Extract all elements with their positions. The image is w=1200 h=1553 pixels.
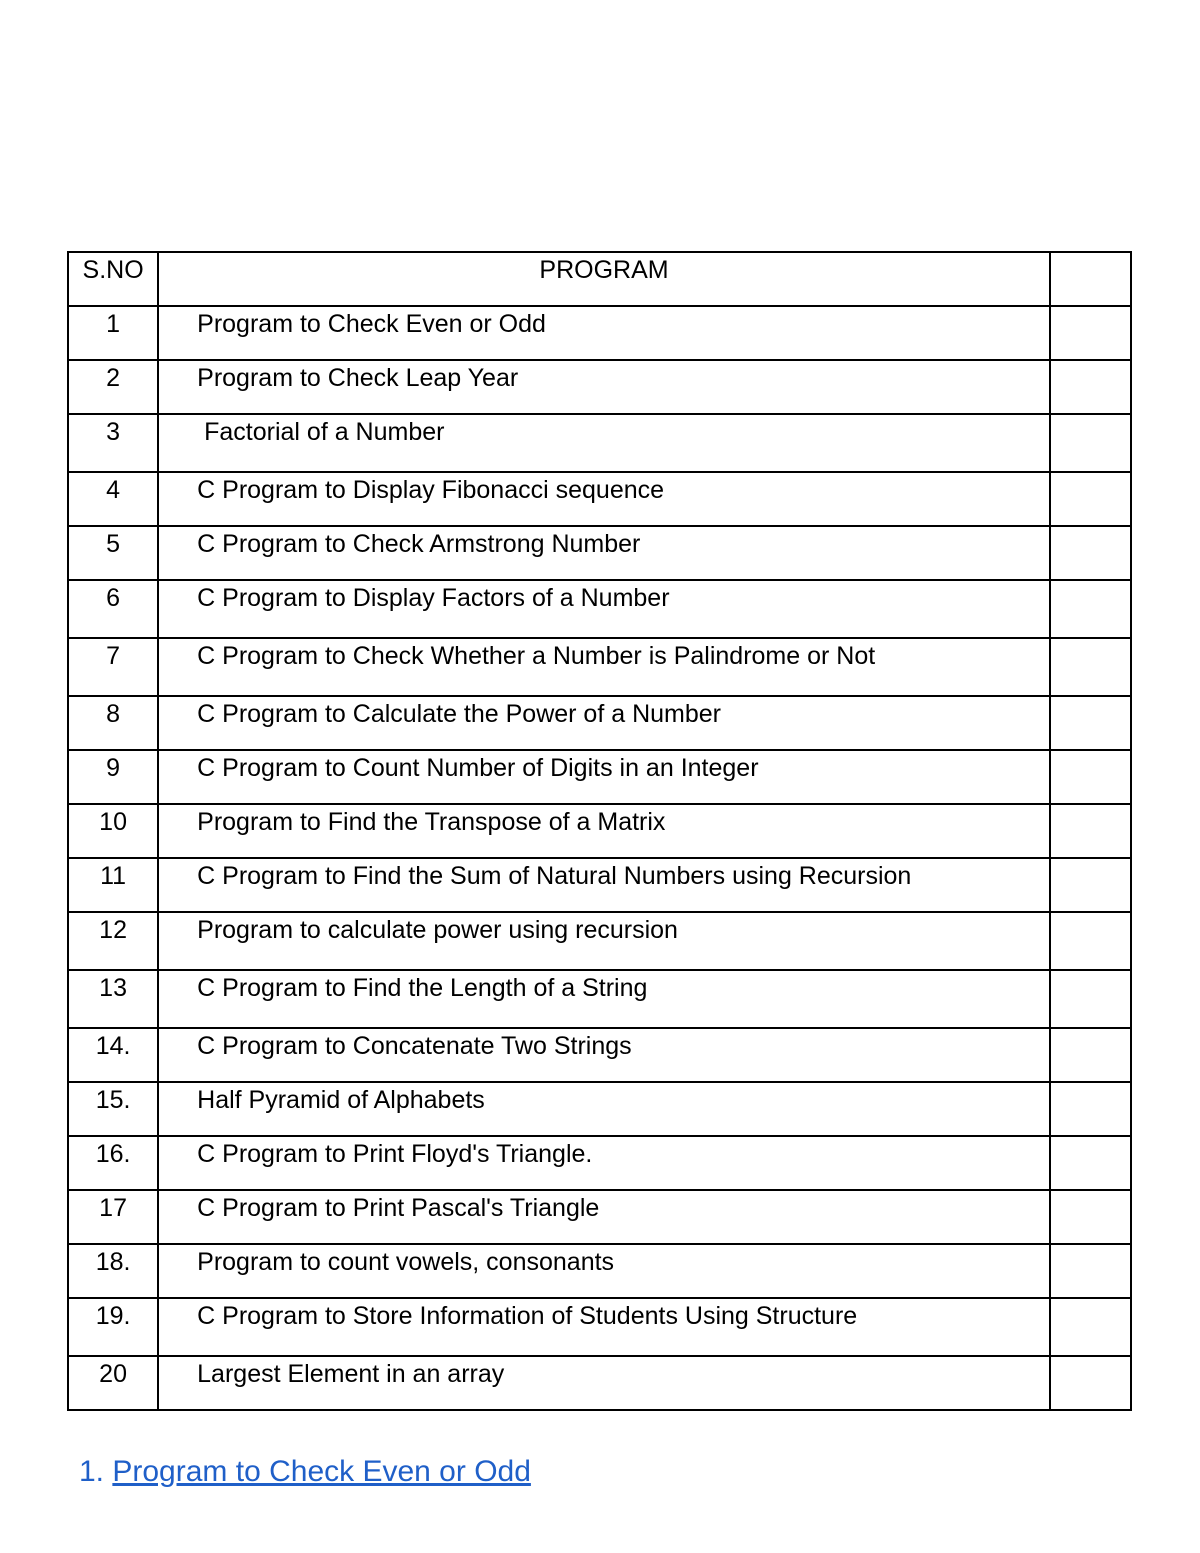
header-extra xyxy=(1050,252,1131,306)
table-row xyxy=(68,1298,1131,1356)
row-sno: 14. xyxy=(68,1028,158,1082)
row-extra xyxy=(1050,638,1131,696)
row-sno: 15. xyxy=(68,1082,158,1136)
row-extra xyxy=(1050,696,1131,750)
row-sno: 1 xyxy=(68,306,158,360)
section-heading xyxy=(79,1452,531,1492)
table-row xyxy=(68,804,1131,858)
row-extra xyxy=(1050,970,1131,1028)
row-sno: 8 xyxy=(68,696,158,750)
table-row xyxy=(68,360,1131,414)
row-sno: 3 xyxy=(68,414,158,472)
row-extra xyxy=(1050,1244,1131,1298)
row-sno: 20 xyxy=(68,1356,158,1410)
table-row xyxy=(68,414,1131,472)
row-extra xyxy=(1050,1082,1131,1136)
table-row xyxy=(68,970,1131,1028)
row-sno: 19. xyxy=(68,1298,158,1356)
row-sno: 9 xyxy=(68,750,158,804)
row-extra xyxy=(1050,580,1131,638)
row-extra xyxy=(1050,360,1131,414)
row-program: Half Pyramid of Alphabets xyxy=(158,1082,1050,1136)
table-row xyxy=(68,306,1131,360)
table-row xyxy=(68,638,1131,696)
row-extra xyxy=(1050,526,1131,580)
row-sno: 17 xyxy=(68,1190,158,1244)
row-sno: 13 xyxy=(68,970,158,1028)
row-program: C Program to Find the Sum of Natural Numbers using Recursion xyxy=(158,858,1050,912)
row-sno: 4 xyxy=(68,472,158,526)
table-row xyxy=(68,526,1131,580)
table-row xyxy=(68,472,1131,526)
row-program: C Program to Concatenate Two Strings xyxy=(158,1028,1050,1082)
row-program: Largest Element in an array xyxy=(158,1356,1050,1410)
row-sno: 12 xyxy=(68,912,158,970)
row-program: C Program to Print Floyd's Triangle. xyxy=(158,1136,1050,1190)
table-row xyxy=(68,1136,1131,1190)
row-extra xyxy=(1050,414,1131,472)
row-program: C Program to Count Number of Digits in an Integer xyxy=(158,750,1050,804)
row-extra xyxy=(1050,1136,1131,1190)
row-sno: 16. xyxy=(68,1136,158,1190)
row-extra xyxy=(1050,306,1131,360)
row-sno: 10 xyxy=(68,804,158,858)
table-row xyxy=(68,1082,1131,1136)
row-program: Program to Find the Transpose of a Matrix xyxy=(158,804,1050,858)
row-extra xyxy=(1050,1190,1131,1244)
table-row xyxy=(68,750,1131,804)
row-program: C Program to Find the Length of a String xyxy=(158,970,1050,1028)
row-extra xyxy=(1050,912,1131,970)
row-extra xyxy=(1050,1298,1131,1356)
header-program: PROGRAM xyxy=(158,252,1050,306)
row-program: C Program to Print Pascal's Triangle xyxy=(158,1190,1050,1244)
table-row xyxy=(68,858,1131,912)
row-extra xyxy=(1050,804,1131,858)
table-header-row xyxy=(68,252,1131,306)
row-program: C Program to Check Whether a Number is Palindrome or Not xyxy=(158,638,1050,696)
section-link[interactable]: Program to Check Even or Odd xyxy=(112,1455,531,1488)
row-program: Program to Check Leap Year xyxy=(158,360,1050,414)
row-program: C Program to Display Fibonacci sequence xyxy=(158,472,1050,526)
row-program: C Program to Display Factors of a Number xyxy=(158,580,1050,638)
row-program: Program to count vowels, consonants xyxy=(158,1244,1050,1298)
row-extra xyxy=(1050,1356,1131,1410)
row-sno: 5 xyxy=(68,526,158,580)
table-row xyxy=(68,1244,1131,1298)
row-program: Factorial of a Number xyxy=(158,414,1050,472)
table-body xyxy=(68,252,1131,1410)
row-extra xyxy=(1050,1028,1131,1082)
row-program: C Program to Store Information of Students Using Structure xyxy=(158,1298,1050,1356)
table-row xyxy=(68,1190,1131,1244)
table-row xyxy=(68,696,1131,750)
row-extra xyxy=(1050,472,1131,526)
header-sno: S.NO xyxy=(68,252,158,306)
row-sno: 11 xyxy=(68,858,158,912)
row-extra xyxy=(1050,750,1131,804)
table-row xyxy=(68,1028,1131,1082)
row-program: Program to calculate power using recursion xyxy=(158,912,1050,970)
program-list-table xyxy=(67,251,1132,1411)
row-extra xyxy=(1050,858,1131,912)
row-sno: 2 xyxy=(68,360,158,414)
table-row xyxy=(68,1356,1131,1410)
table-row xyxy=(68,912,1131,970)
row-program: Program to Check Even or Odd xyxy=(158,306,1050,360)
row-sno: 7 xyxy=(68,638,158,696)
section-number: 1. xyxy=(79,1455,105,1488)
row-sno: 6 xyxy=(68,580,158,638)
row-program: C Program to Check Armstrong Number xyxy=(158,526,1050,580)
table-row xyxy=(68,580,1131,638)
row-sno: 18. xyxy=(68,1244,158,1298)
row-program: C Program to Calculate the Power of a Number xyxy=(158,696,1050,750)
